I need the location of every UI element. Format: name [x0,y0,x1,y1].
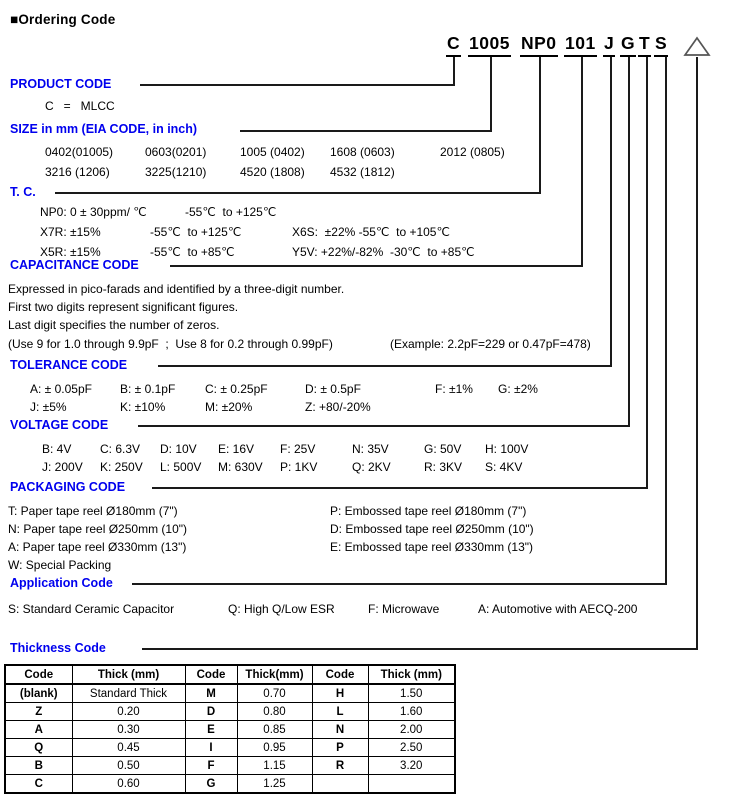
packaging-item: P: Embossed tape reel Ø180mm (7") [330,504,527,518]
code-segment-packaging: T [638,33,651,57]
capacitance-desc-line: Expressed in pico-farads and identified by a three-digit number. [8,282,345,296]
product-code-value: C = MLCC [45,99,115,113]
capacitance-desc-line: First two digits represent significant figures. [8,300,239,314]
application-item: S: Standard Ceramic Capacitor [8,602,175,616]
thickness-value-cell: 0.30 [72,721,185,739]
tolerance-item: K: ±10% [120,400,166,414]
size-item: 2012 (0805) [440,145,505,159]
capacitance-code-label: CAPACITANCE CODE [10,258,139,272]
code-segment-capacitance: 101 [564,33,597,57]
voltage-item: H: 100V [485,442,529,456]
tolerance-item: C: ± 0.25pF [205,382,268,396]
thickness-triangle-icon [683,36,711,57]
application-code-label: Application Code [10,576,113,590]
thickness-code-label: Thickness Code [10,641,106,655]
code-segment-tolerance: J [603,33,615,57]
capacitance-example: (Example: 2.2pF=229 or 0.47pF=478) [390,337,591,351]
connector-tolerance-v [610,57,612,367]
tolerance-item: M: ±20% [205,400,253,414]
connector-product-h [140,84,455,86]
size-code-label: SIZE in mm (EIA CODE, in inch) [10,122,198,136]
code-segment-size: 1005 [468,33,511,57]
thickness-header-row [5,665,455,684]
tc-item: -55℃ to +125℃ [150,225,242,239]
table-row [5,739,455,757]
thickness-value-cell: 0.85 [237,721,312,739]
thickness-value-cell: 3.20 [368,757,455,775]
connector-tc-h [55,192,541,194]
application-item: F: Microwave [368,602,440,616]
code-segment-product: C [446,33,461,57]
thickness-value-cell: 2.50 [368,739,455,757]
table-row [5,757,455,775]
capacitance-desc-line: Last digit specifies the number of zeros. [8,318,220,332]
tolerance-code-label: TOLERANCE CODE [10,358,128,372]
tc-item: X7R: ±15% [40,225,101,239]
thickness-value-cell: 0.20 [72,703,185,721]
thickness-code-cell: F [185,757,237,775]
table-row [5,684,455,703]
voltage-item: L: 500V [160,460,202,474]
tc-item: -55℃ to +125℃ [185,205,277,219]
page-title-text: Ordering Code [18,12,116,27]
voltage-item: C: 6.3V [100,442,141,456]
tolerance-item: G: ±2% [498,382,538,396]
voltage-item: S: 4KV [485,460,523,474]
voltage-item: G: 50V [424,442,462,456]
tc-item: X6S: ±22% -55℃ to +105℃ [292,225,450,239]
size-item: 0402(01005) [45,145,114,159]
page-title [10,12,115,27]
connector-capacitance-h [170,265,583,267]
product-code-label: PRODUCT CODE [10,77,112,91]
connector-capacitance-v [581,57,583,267]
thickness-code-cell: Z [5,703,72,721]
thickness-code-cell: I [185,739,237,757]
thickness-code-cell: L [312,703,368,721]
thickness-code-cell: Q [5,739,72,757]
tolerance-item: B: ± 0.1pF [120,382,176,396]
code-segment-tc: NP0 [520,33,558,57]
packaging-item: N: Paper tape reel Ø250mm (10") [8,522,188,536]
packaging-item: D: Embossed tape reel Ø250mm (10") [330,522,534,536]
col-header: Thick (mm) [72,665,185,684]
voltage-item: E: 16V [218,442,255,456]
thickness-code-cell: N [312,721,368,739]
packaging-item: T: Paper tape reel Ø180mm (7") [8,504,178,518]
tc-item: Y5V: +22%/-82% -30℃ to +85℃ [292,245,475,259]
size-item: 3225(1210) [145,165,207,179]
thickness-value-cell [368,775,455,794]
application-item: A: Automotive with AECQ-200 [478,602,638,616]
thickness-code-cell: G [185,775,237,794]
connector-packaging-h [152,487,648,489]
voltage-item: B: 4V [42,442,72,456]
thickness-code-cell [312,775,368,794]
thickness-value-cell: 1.50 [368,684,455,703]
voltage-item: K: 250V [100,460,143,474]
connector-application-v [665,57,667,585]
thickness-value-cell: 2.00 [368,721,455,739]
col-header: Code [5,665,72,684]
code-segment-voltage: G [620,33,636,57]
size-item: 1005 (0402) [240,145,305,159]
voltage-item: P: 1KV [280,460,318,474]
size-item: 1608 (0603) [330,145,395,159]
packaging-item: W: Special Packing [8,558,112,572]
thickness-value-cell: 0.95 [237,739,312,757]
code-segment-application: S [654,33,668,57]
col-header: Code [185,665,237,684]
thickness-code-cell: C [5,775,72,794]
table-row [5,721,455,739]
thickness-code-cell: P [312,739,368,757]
voltage-item: R: 3KV [424,460,463,474]
voltage-item: N: 35V [352,442,389,456]
thickness-value-cell: 0.50 [72,757,185,775]
thickness-code-cell: A [5,721,72,739]
col-header: Thick (mm) [368,665,455,684]
size-item: 0603(0201) [145,145,207,159]
size-item: 4520 (1808) [240,165,305,179]
thickness-value-cell: Standard Thick [72,684,185,703]
thickness-value-cell: 0.80 [237,703,312,721]
thickness-value-cell: 0.60 [72,775,185,794]
thickness-code-cell: (blank) [5,684,72,703]
connector-size-v [490,57,492,132]
col-header: Code [312,665,368,684]
thickness-code-cell: D [185,703,237,721]
connector-size-h [240,130,492,132]
tc-label: T. C. [10,185,36,199]
connector-thickness-h [142,648,698,650]
packaging-item: E: Embossed tape reel Ø330mm (13") [330,540,534,554]
thickness-table [4,664,456,794]
connector-tolerance-h [158,365,612,367]
thickness-code-cell: E [185,721,237,739]
packaging-code-label: PACKAGING CODE [10,480,126,494]
tolerance-item: J: ±5% [30,400,67,414]
tolerance-item: D: ± 0.5pF [305,382,361,396]
thickness-code-cell: R [312,757,368,775]
connector-tc-v [539,57,541,194]
col-header: Thick(mm) [237,665,312,684]
connector-voltage-v [628,57,630,427]
size-item: 3216 (1206) [45,165,110,179]
square-bullet-icon: ■ [10,12,19,27]
table-row [5,703,455,721]
thickness-value-cell: 1.15 [237,757,312,775]
thickness-value-cell: 0.45 [72,739,185,757]
tc-item: -55℃ to +85℃ [150,245,235,259]
thickness-value-cell: 0.70 [237,684,312,703]
table-row [5,775,455,794]
connector-product-v [453,57,455,86]
tolerance-item: A: ± 0.05pF [30,382,92,396]
voltage-item: J: 200V [42,460,83,474]
thickness-code-cell: B [5,757,72,775]
tc-item: NP0: 0 ± 30ppm/ ℃ [40,205,147,219]
size-item: 4532 (1812) [330,165,395,179]
tolerance-item: Z: +80/-20% [305,400,371,414]
tc-item: X5R: ±15% [40,245,101,259]
thickness-value-cell: 1.25 [237,775,312,794]
voltage-code-label: VOLTAGE CODE [10,418,109,432]
voltage-item: D: 10V [160,442,197,456]
voltage-item: M: 630V [218,460,263,474]
voltage-item: Q: 2KV [352,460,391,474]
thickness-code-cell: H [312,684,368,703]
packaging-item: A: Paper tape reel Ø330mm (13") [8,540,187,554]
connector-voltage-h [138,425,630,427]
connector-thickness-v [696,57,698,650]
thickness-code-cell: M [185,684,237,703]
voltage-item: F: 25V [280,442,316,456]
thickness-value-cell: 1.60 [368,703,455,721]
connector-application-h [132,583,667,585]
capacitance-usage-note: (Use 9 for 1.0 through 9.9pF ; Use 8 for 0.2 through 0.99pF) [8,337,333,351]
tolerance-item: F: ±1% [435,382,473,396]
application-item: Q: High Q/Low ESR [228,602,335,616]
connector-packaging-v [646,57,648,489]
